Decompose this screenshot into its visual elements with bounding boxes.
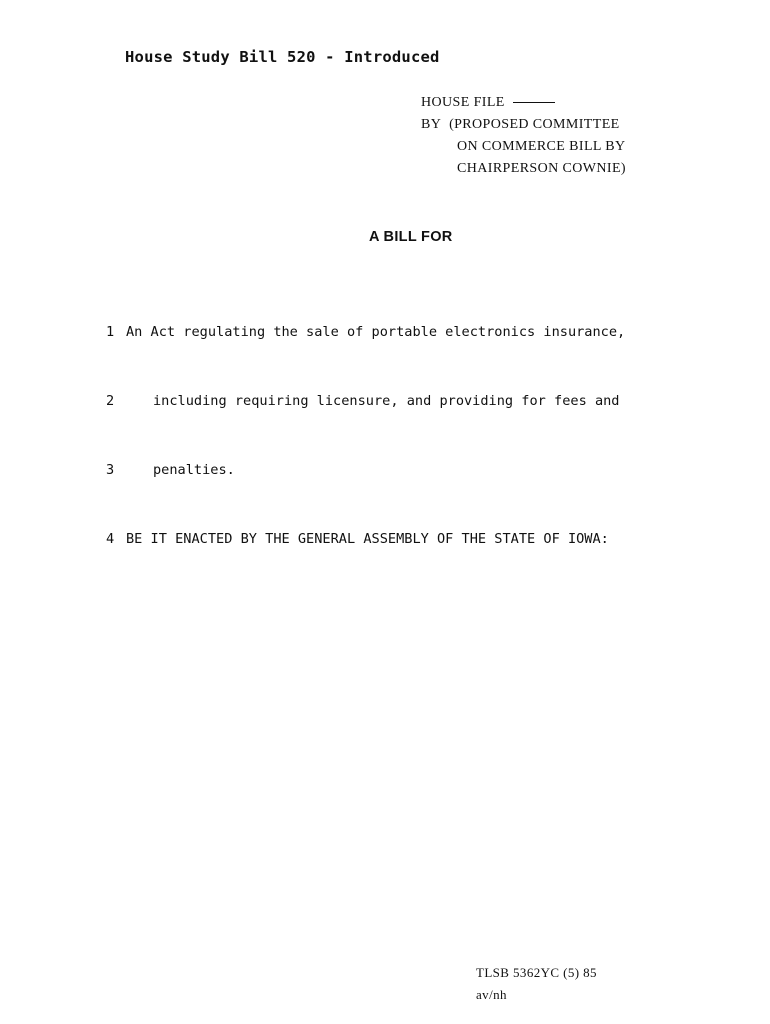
by-label: BY — [421, 117, 442, 132]
line-number: 2 — [106, 393, 115, 409]
sponsor-line-1: (PROPOSED COMMITTEE — [449, 117, 620, 132]
bill-line — [106, 528, 625, 551]
bill-line — [106, 390, 625, 413]
bill-line — [106, 321, 625, 344]
line-text: BE IT ENACTED BY THE GENERAL ASSEMBLY OF THE STATE OF IOWA: — [126, 531, 609, 547]
line-text: An Act regulating the sale of portable electronics insurance, — [126, 324, 626, 340]
line-text: penalties. — [153, 462, 235, 478]
sponsor-line-3: CHAIRPERSON COWNIE) — [457, 161, 626, 176]
footer-block — [476, 962, 597, 1006]
line-number: 3 — [106, 462, 115, 478]
drafting-code: TLSB 5362YC (5) 85 — [476, 965, 597, 980]
sponsor-block — [421, 92, 626, 180]
house-file-line — [421, 92, 626, 114]
line-number: 4 — [106, 531, 115, 547]
line-text: including requiring licensure, and providing for fees and — [153, 393, 620, 409]
bill-text — [106, 275, 625, 574]
document-title: House Study Bill 520 - Introduced — [125, 48, 440, 66]
bill-line — [106, 459, 625, 482]
by-line — [421, 114, 626, 136]
line-number: 1 — [106, 324, 115, 340]
bill-for-heading: A BILL FOR — [369, 229, 453, 245]
drafter-initials: av/nh — [476, 987, 507, 1002]
house-file-label: HOUSE FILE — [421, 95, 505, 110]
sponsor-line-2: ON COMMERCE BILL BY — [457, 139, 626, 154]
house-file-number-blank — [513, 102, 555, 103]
